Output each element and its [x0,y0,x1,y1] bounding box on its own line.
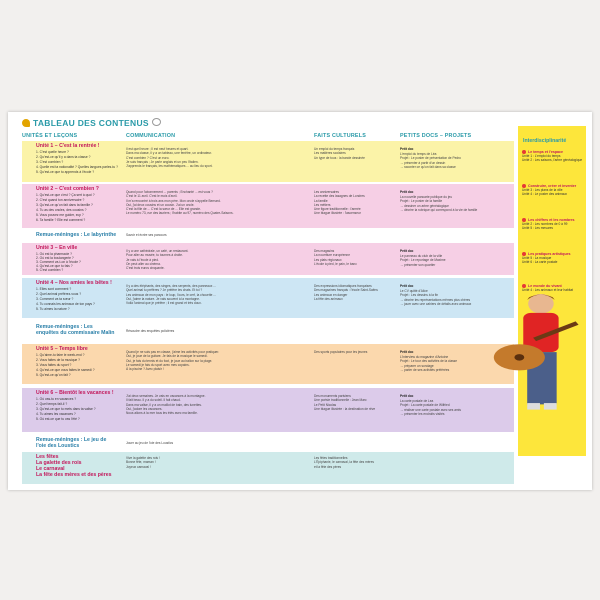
remue-title: Remue-méninges : Le labyrinthe [36,232,117,238]
fetes-row [22,452,514,484]
interdisc-item: Le temps et l'espace Unité 1 : L'emploi du temps Unité 2 : Les saisons, l'arbre généalogique [522,150,583,162]
unit-question: 3. C'est combien ? [36,160,64,164]
column-header-docs: PETITS DOCS – PROJETS [400,133,472,139]
unit-title: Unité 2 – C'est combien ? [36,186,99,192]
unit-title: Unité 6 – Bientôt les vacances ! [36,390,114,396]
page-title: TABLEAU DES CONTENUS [22,118,161,128]
docs-heading: Petit doc [400,147,414,151]
unit-question: 5. Qu'est-ce que tu apprends à l'école ? [36,170,95,174]
unit-row-4 [22,278,514,318]
unit-row-1 [22,141,514,182]
remue-row-1 [22,230,514,240]
communication-text: Il y a une cathédrale, un café, un restaurant. Pour aller au musée, tu tournes à droite. Je vais à l'école à pied. On peut aller au cinéma. C'est trois euros cinquante. [126,249,189,271]
unit-question: 2. Vous faites de la musique ? [36,358,80,362]
column-header-culture: FAITS CULTURELS [314,133,367,139]
unit-question: 1. Qu'aime-tu faire le week-end ? [36,353,85,357]
docs-heading: Petit doc [400,249,414,253]
culture-text: Des magasins La nourriture européenne Les plats régionaux L'école à pied, le pain, le banc [314,249,357,266]
unit-question: 1. C'est quelle heure ? [36,150,69,154]
unit-question: 4. Qu'est-ce que vous faites le samedi ? [36,368,95,372]
unit-question: 5. Vous pouvez me guider, svp ? [36,213,84,217]
culture-text: Des monuments parisiens Une poésie traditionnelle : Jean Marc Le Petit Nicolas Une blague illustrée : la destination de rêve [314,394,376,411]
unit-question: 1. Qu'est-ce que c'est ? Ça sert à quoi ? [36,193,95,197]
docs-text: L'emploi du temps de Léa Projet : Le poster de présentation de Pedro → présenter à partir d'un dessin → raconter ce qu'on fait dans sa classe [400,152,461,169]
unit-question: 2. Quel animal préférez-vous ? [36,292,82,296]
culture-text: Les anniversaires La recette des lasagnes de Londres La famille Les métiers Une figure traditionnelle : l'armée Une blague illustrée : l'ascenseur [314,190,365,216]
docs-text: Le CV quitté d'Alice Projet : Les dessins à la fin → décrire les représentations mêmes plus chères → jouer avec une cahiers de détails avec animaux [400,289,472,306]
fetes-item: Le carnaval [36,466,65,472]
unit-question: 5. Où est-ce que tu vas l'été ? [36,417,80,421]
unit-question: 1. Où vas-tu en vacances ? [36,397,77,401]
communication-text: Quand pour l'abonnement ... parents ; Enchanté ... est vous ? C'est le 11 avril. C'est le mois d'avril. Il m'a rencontré à trois ans mon père. Mon oncle s'appelle Bernard. Oui, j'ai deux cousins et un cousin. J'ai un oncle. C'est la fille de ... C'est la sœur de ... Elle est grande. Le numéro 73, rue des lauriers ; l'habite au 97, numéro des Quatre-Saisons. [126,190,234,216]
remue-row-2 [22,322,514,340]
unit-question: 4. Qu'est-ce que tu fais ? [36,264,73,268]
unit-row-2 [22,184,514,228]
unit-question: 4. Tu connais les animaux de ton pays ? [36,302,95,306]
communication-text: Quand je ne suis pas en classe, j'aime les activités pour pratiquer. Oui, je joue de la guitare. Je fais de la musique le samedi. Oui, je fais du tennis et du foot, je joue au ballon sur la plage. Le samedi je fais du sport avec mes copains. À la piscine ? Avec plaisir ! [126,350,220,372]
unit-question: 5. Qu'est-ce qu'on fait ? [36,373,71,377]
unit-question: 2. Quel temps fait-il ? [36,402,68,406]
communication-text: Il est quel heure ; Il est neuf heures et quart. Dans ma classe, il y a un tableau, une fenêtre, un ordinateur. C'est combien ? C'est un euro. Je suis français ; Je parle anglais et un peu l'italien. J'apprends le français, les mathématiques ... au lieu du sport. [126,147,213,169]
docs-text: Le panneau du club de la ville Projet : Le reportage de Maxime → présenter son quartier [400,254,446,267]
docs-text: La carte postale de Lea Projet : La carte postale de Wilfried → réaliser une carte postale avec ses amis → présenter les endroits visités [400,399,461,416]
docs-text: La nouvelle pancarte publique du jeu Projet : Le poster de la famille → dessiner un arbre généalogique → décrire la rubrique qui correspond à la vie de famille [400,195,478,212]
unit-title: Unité 4 – Nos amies les bêtes ! [36,280,112,286]
speech-bubble-icon [152,118,161,126]
unit-row-5 [22,344,514,384]
interdisc-item: Les chiffres et les nombres Unité 2 : Les nombres de 0 à 99 Unité 5 : Les mesures [522,218,575,230]
remue-row-3 [22,435,514,451]
unit-question: 1. Où est la pharmacie ? [36,252,72,256]
culture-text: Des expressions idiomatiques françaises Des magazines français : l'école Saint-Saëns Les animaux en danger La fête des animaux [314,284,378,301]
unit-row-3 [22,243,514,275]
fetes-item: La fête des mères et des pères [36,472,112,478]
lightbulb-icon [22,119,30,127]
unit-title: Unité 1 – C'est la rentrée ! [36,143,100,149]
remue-text: Savoir et écrire ses parcours [126,233,167,237]
column-header-communication: COMMUNICATION [126,133,176,139]
docs-heading: Petit doc [400,284,414,288]
unit-question: 3. Qu'est-ce qu'on fait dans ta famille ? [36,203,93,207]
fetes-title: Les fêtes [36,454,59,460]
docs-heading: Petit doc [400,190,414,194]
unit-question: 3. Qu'est-ce que tu mets dans ta valise ? [36,407,96,411]
unit-question: 5. C'est combien ? [36,268,64,272]
unit-question: 4. Quelle est ta nationalité ? Quelles langues parles-tu ? [36,165,118,169]
docs-text: L'interview du magazine d'Antoine Projet : Le tour des activités de la classe → préparer un sondage → parler de ses activités préférées [400,355,458,372]
interdisc-item: Le monde du vivant Unité 4 : Les animaux et leur habitat [522,284,574,292]
communication-text: J'ai deux semaines. Je vais en vacances à la montagne. Il fait beau. Il y a du soleil. Il fait chaud. Dans ma valise, il y a un maillot de bain, des lunettes. Oui, j'adore les vacances. Nous allons à la mer tous les étés avec ma famille. [126,394,206,416]
remue-title: Remue-méninges : Le jeu de l'oie des Loustics [36,437,107,449]
remue-text: Jouer au jeu de l'oie des Loustics [126,441,174,445]
interdisc-item: Construire, créer et inventer Unité 3 : Les plans de la ville Unité 4 : Le poster des animaux [522,184,577,196]
unit-question: 3. Vous faites du sport ? [36,363,72,367]
contents-sheet [8,112,592,490]
unit-title: Unité 5 – Temps libre [36,346,88,352]
communication-text: Vive la galette des rois ! Bonne fête, maman ! Joyeux carnaval ! [126,456,160,469]
unit-question: 1. Elles sont comment ? [36,287,72,291]
unit-question: 5. Tu aimes la nature ? [36,307,70,311]
docs-heading: Petit doc [400,350,414,354]
remue-title: Remue-méninges : Les enquêtes du commissaire Malin [36,324,115,336]
unit-question: 2. Où est la boulangerie ? [36,256,74,260]
culture-text: Les fêtes traditionnelles L'Épiphanie, le carnaval, la fête des mères et la fête des pères [314,456,374,469]
unit-question: 2. Qu'est-ce qu'il y a dans ta classe ? [36,155,91,159]
remue-text: Résoudre des enquêtes policières [126,329,175,333]
column-header-units: UNITÉS ET LEÇONS [22,133,78,139]
culture-text: Un emploi du temps français Les matières scolaires Un type de tous : la bande dessinée [314,147,365,160]
unit-title: Unité 3 – En ville [36,245,78,251]
fetes-item: La galette des rois [36,460,82,466]
unit-question: 3. Comment va-t-on à l'école ? [36,260,81,264]
unit-question: 4. Tu aimes les vacances ? [36,412,76,416]
interdisc-item: Les pratiques artistiques Unité 5 : La musique Unité 6 : La carte postale [522,252,571,264]
boy-with-guitar-image [484,292,592,488]
unit-row-6 [22,388,514,432]
unit-question: 2. C'est quand ton anniversaire ? [36,198,85,202]
unit-question: 3. Comment va ta sœur ? [36,297,74,301]
docs-heading: Petit doc [400,394,414,398]
unit-question: 4. Tu as des oncles, des cousins ? [36,208,87,212]
panel-heading: Interdisciplinarité [523,138,567,144]
unit-question: 6. Ta famille ? Elle est comment ? [36,218,86,222]
culture-text: Des sports populaires pour les jeunes [314,350,368,354]
communication-text: Il y a des éléphants, des singes, des serpents, des panneaux ... Quel animal tu préfères ? Je préfère les chats. Et toi ? Les animaux de mon pays : le loup, l'ours, le cerf, la chouette ... Oui, j'aime la nature. Je vais souvent à la montagne. Voilà l'animal que je préfère ; il est grand et très doux. [126,284,216,306]
